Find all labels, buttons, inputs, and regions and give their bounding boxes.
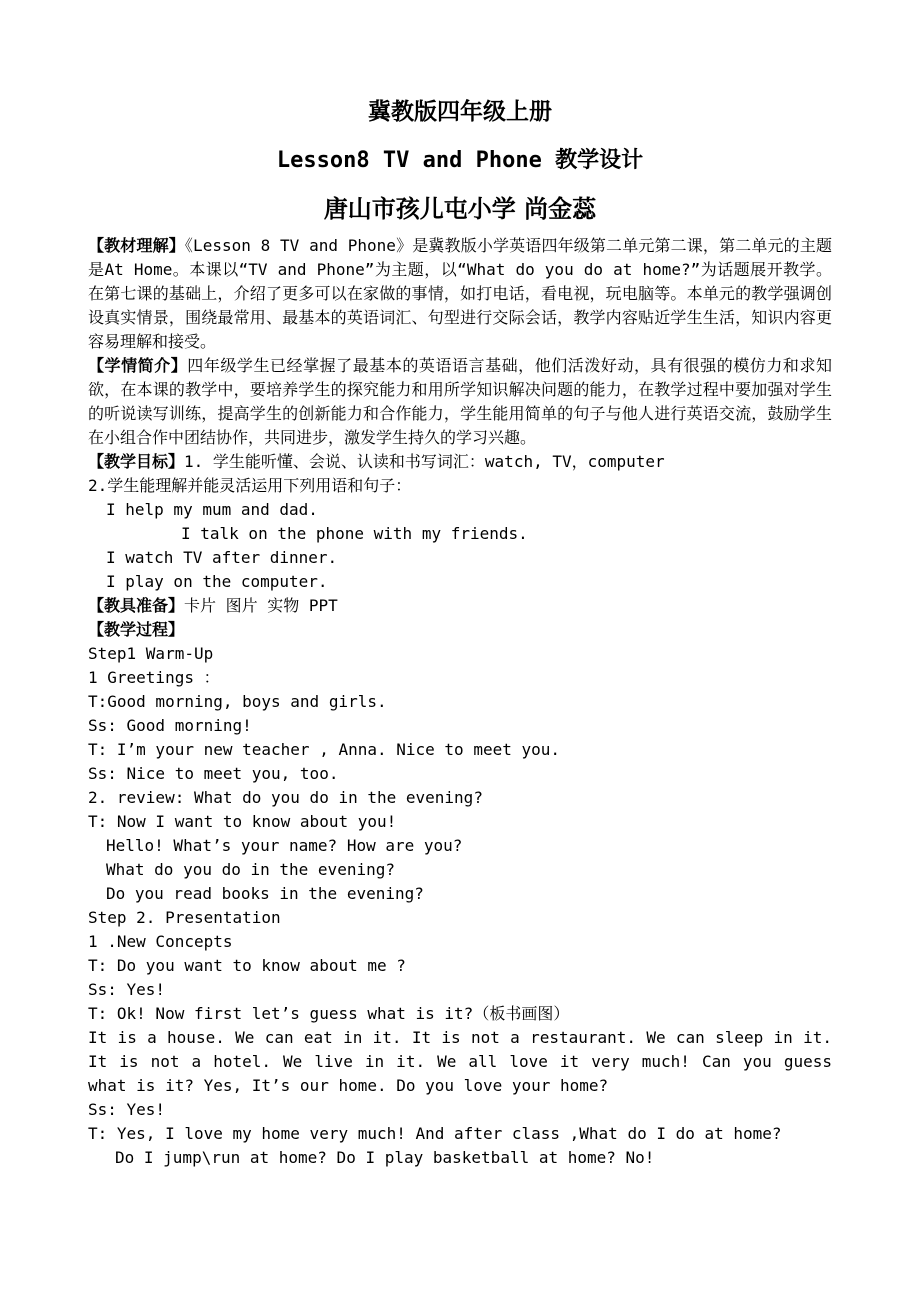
lesson-title: Lesson8 TV and Phone 教学设计: [276, 148, 644, 173]
students-section: [88, 354, 832, 450]
process-line: T: Ok! Now first let’s guess what is it?（板书画图）: [88, 1004, 570, 1023]
process-line: T: Do you want to know about me ?: [88, 956, 406, 975]
goal-2: 2.学生能理解并能灵活运用下列用语和句子：: [88, 476, 412, 495]
goals-section: [88, 450, 832, 474]
section-heading-materials: 【教具准备】: [88, 596, 185, 615]
goal-sentence: I play on the computer.: [106, 572, 328, 591]
process-line: Step 2. Presentation: [88, 908, 281, 927]
goal-sentence: I watch TV after dinner.: [106, 548, 338, 567]
goal-sentence: I help my mum and dad.: [106, 500, 318, 519]
section-heading-students: 【学情简介】: [88, 356, 188, 375]
process-line: Step1 Warm-Up: [88, 644, 214, 663]
process-line: Do I jump\run at home? Do I play basketball at home? No!: [115, 1148, 655, 1167]
process-line: T: I’m your new teacher , Anna. Nice to meet you.: [88, 740, 561, 759]
textbook-section: [88, 234, 832, 354]
process-line: 2. review: What do you do in the evening?: [88, 788, 483, 807]
goal-1: 1. 学生能听懂、会说、认读和书写词汇：watch, TV，computer: [184, 452, 665, 471]
process-line: What do you do in the evening?: [106, 860, 395, 879]
process-line: T: Now I want to know about you!: [88, 812, 397, 831]
author-school: 唐山市孩儿屯小学 尚金蕊: [323, 194, 597, 223]
section-heading-textbook: 【教材理解】: [88, 236, 185, 255]
process-line: 1 Greetings ：: [88, 668, 220, 687]
process-line: 1 .New Concepts: [88, 932, 233, 951]
document-body: [88, 234, 832, 1170]
section-heading-goals: 【教学目标】: [88, 452, 185, 471]
process-line: Ss: Yes!: [88, 1100, 166, 1119]
process-paragraph: It is a house. We can eat in it. It is not a restaurant. We can sleep in it. It is not a hotel. We live in it. We all love it very much! Can you guess what is it? Yes, It’s our home. Do you love your home?: [88, 1028, 832, 1095]
process-line: Do you read books in the evening?: [106, 884, 424, 903]
document-title: 冀教版四年级上册: [368, 98, 552, 125]
process-line: Ss: Yes!: [88, 980, 166, 999]
process-line: Hello! What’s your name? How are you?: [106, 836, 463, 855]
process-line: Ss: Nice to meet you, too.: [88, 764, 339, 783]
section-heading-process: 【教学过程】: [88, 620, 185, 639]
students-text: 四年级学生已经掌握了最基本的英语语言基础，他们活泼好动，具有很强的模仿力和求知欲，在本课的教学中，要培养学生的探究能力和用所学知识解决问题的能力，在教学过程中要加强对学生的听说读写训练，提高学生的创新能力和合作能力，学生能用简单的句子与他人进行英语交流，鼓励学生在小组合作中团结协作，共同进步，激发学生持久的学习兴趣。: [88, 356, 832, 447]
textbook-text: 《Lesson 8 TV and Phone》是冀教版小学英语四年级第二单元第二课，第二单元的主题是At Home。本课以“TV and Phone”为主题，以“What do you do at home?”为话题展开教学。在第七课的基础上，介绍了更多可以在家做的事情，如打电话，看电视，玩电脑等。本单元的教学强调创设真实情景，围绕最常用、最基本的英语词汇、句型进行交际会话，教学内容贴近学生生活，知识内容更容易理解和接受。: [88, 236, 832, 351]
process-line: T:Good morning, boys and girls.: [88, 692, 387, 711]
goal-sentence: I talk on the phone with my friends.: [181, 524, 528, 543]
materials-text: 卡片 图片 实物 PPT: [184, 596, 338, 615]
materials-section: [88, 594, 832, 618]
process-line: T: Yes, I love my home very much! And after class ,What do I do at home?: [88, 1124, 782, 1143]
process-line: Ss: Good morning!: [88, 716, 252, 735]
